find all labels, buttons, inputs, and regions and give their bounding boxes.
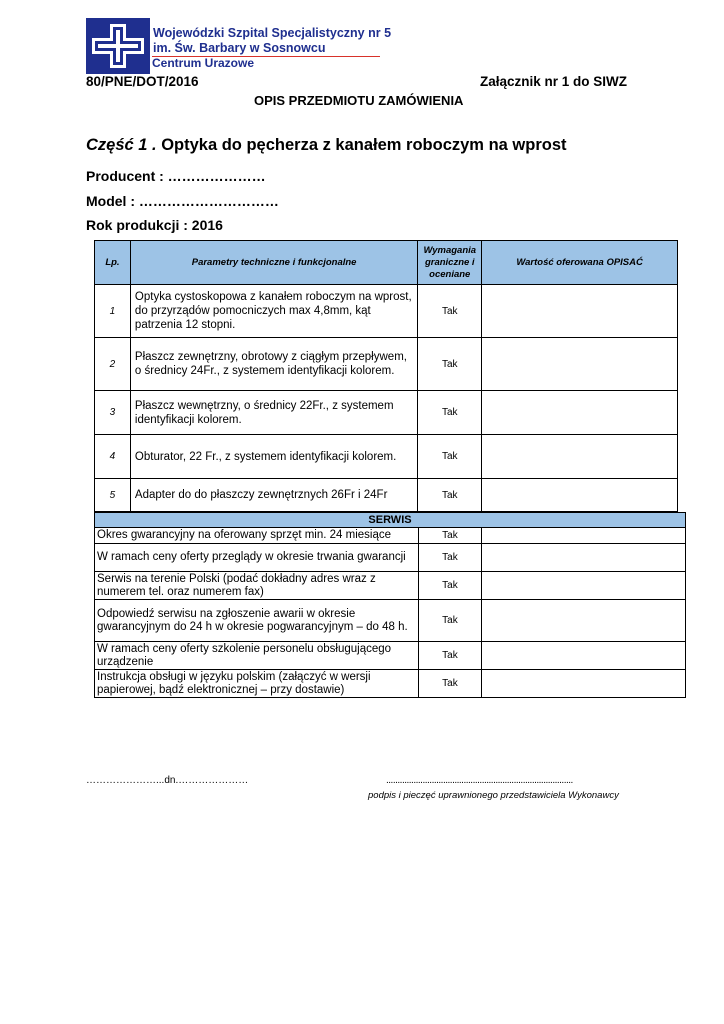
table-row — [95, 435, 678, 479]
service-description: Odpowiedź serwisu na zgłoszenie awarii w okresie gwarancyjnym do 24 h w okresie pogwarancyjnym – do 48 h. — [95, 600, 419, 642]
parameters-table — [94, 240, 678, 512]
table-row — [95, 544, 686, 572]
row-description: Obturator, 22 Fr., z systemem identyfikacji kolorem. — [130, 435, 417, 479]
service-requirement: Tak — [418, 572, 482, 600]
row-offered-value-cell[interactable] — [482, 391, 678, 435]
table-row — [95, 528, 686, 544]
hospital-name-line2: im. Św. Barbary w Sosnowcu — [153, 41, 326, 55]
service-requirement: Tak — [418, 544, 482, 572]
table-row — [95, 642, 686, 670]
row-offered-value-cell[interactable] — [482, 435, 678, 479]
table-row — [95, 338, 678, 391]
header-offered-value: Wartość oferowana OPISAĆ — [482, 241, 678, 285]
service-heading: SERWIS — [95, 513, 686, 528]
hospital-name-line1: Wojewódzki Szpital Specjalistyczny nr 5 — [153, 26, 392, 40]
producent-field: Producent : ………………… — [86, 168, 266, 184]
signature-label: podpis i pieczęć uprawnionego przedstawiciela Wykonawcy — [368, 790, 619, 801]
table-row — [95, 285, 678, 338]
row-lp: 2 — [95, 338, 131, 391]
table-row — [95, 479, 678, 512]
row-requirement: Tak — [418, 391, 482, 435]
row-requirement: Tak — [418, 338, 482, 391]
table-row — [95, 391, 678, 435]
service-description: Serwis na terenie Polski (podać dokładny adres wraz z numerem tel. oraz numerem fax) — [95, 572, 419, 600]
table-header-row — [95, 241, 678, 285]
part-heading — [86, 136, 567, 155]
model-field: Model : ………………………… — [86, 193, 279, 209]
row-lp: 4 — [95, 435, 131, 479]
place-date-line: …………………...dn.………………… — [86, 775, 249, 786]
service-offered-value-cell[interactable] — [482, 642, 686, 670]
attachment-label: Załącznik nr 1 do SIWZ — [480, 74, 628, 89]
header-params: Parametry techniczne i funkcjonalne — [130, 241, 417, 285]
service-header-row — [95, 513, 686, 528]
production-year-field: Rok produkcji : 2016 — [86, 217, 223, 233]
service-requirement: Tak — [418, 600, 482, 642]
service-requirement: Tak — [418, 670, 482, 698]
part-name: Optyka do pęcherza z kanałem roboczym na wprost — [156, 136, 567, 154]
row-description: Płaszcz zewnętrzny, obrotowy z ciągłym przepływem, o średnicy 24Fr., z systemem identyfikacji kolorem. — [130, 338, 417, 391]
service-offered-value-cell[interactable] — [482, 600, 686, 642]
row-offered-value-cell[interactable] — [482, 479, 678, 512]
service-requirement: Tak — [418, 642, 482, 670]
service-description: Okres gwarancyjny na oferowany sprzęt min. 24 miesiące — [95, 528, 419, 544]
table-row — [95, 572, 686, 600]
table-row — [95, 670, 686, 698]
service-offered-value-cell[interactable] — [482, 528, 686, 544]
part-label: Część 1 . — [86, 136, 157, 154]
row-lp: 1 — [95, 285, 131, 338]
row-description: Adapter do do płaszczy zewnętrznych 26Fr i 24Fr — [130, 479, 417, 512]
service-description: W ramach ceny oferty szkolenie personelu obsługującego urządzenie — [95, 642, 419, 670]
service-table — [94, 512, 686, 698]
signature-line: .................................................................................. — [386, 775, 573, 786]
row-requirement: Tak — [418, 285, 482, 338]
header-requirements: Wymagania graniczne i oceniane — [418, 241, 482, 285]
header-lp: Lp. — [95, 241, 131, 285]
service-description: Instrukcja obsługi w języku polskim (załączyć w wersji papierowej, bądź elektronicznej – przy dostawie) — [95, 670, 419, 698]
row-lp: 5 — [95, 479, 131, 512]
row-lp: 3 — [95, 391, 131, 435]
service-offered-value-cell[interactable] — [482, 544, 686, 572]
row-requirement: Tak — [418, 479, 482, 512]
service-offered-value-cell[interactable] — [482, 670, 686, 698]
row-offered-value-cell[interactable] — [482, 285, 678, 338]
hospital-name-line3: Centrum Urazowe — [152, 56, 255, 70]
service-description: W ramach ceny oferty przeglądy w okresie trwania gwarancji — [95, 544, 419, 572]
table-row — [95, 600, 686, 642]
page-title: OPIS PRZEDMIOTU ZAMÓWIENIA — [254, 93, 464, 108]
row-description: Płaszcz wewnętrzny, o średnicy 22Fr., z systemem identyfikacji kolorem. — [130, 391, 417, 435]
row-requirement: Tak — [418, 435, 482, 479]
reference-number: 80/PNE/DOT/2016 — [86, 74, 199, 89]
row-offered-value-cell[interactable] — [482, 338, 678, 391]
row-description: Optyka cystoskopowa z kanałem roboczym na wprost, do przyrządów pomocniczych max 4,8mm, kąt patrzenia 12 stopni. — [130, 285, 417, 338]
cross-logo-icon — [86, 18, 150, 74]
service-requirement: Tak — [418, 528, 482, 544]
hospital-logo — [86, 18, 392, 76]
service-offered-value-cell[interactable] — [482, 572, 686, 600]
